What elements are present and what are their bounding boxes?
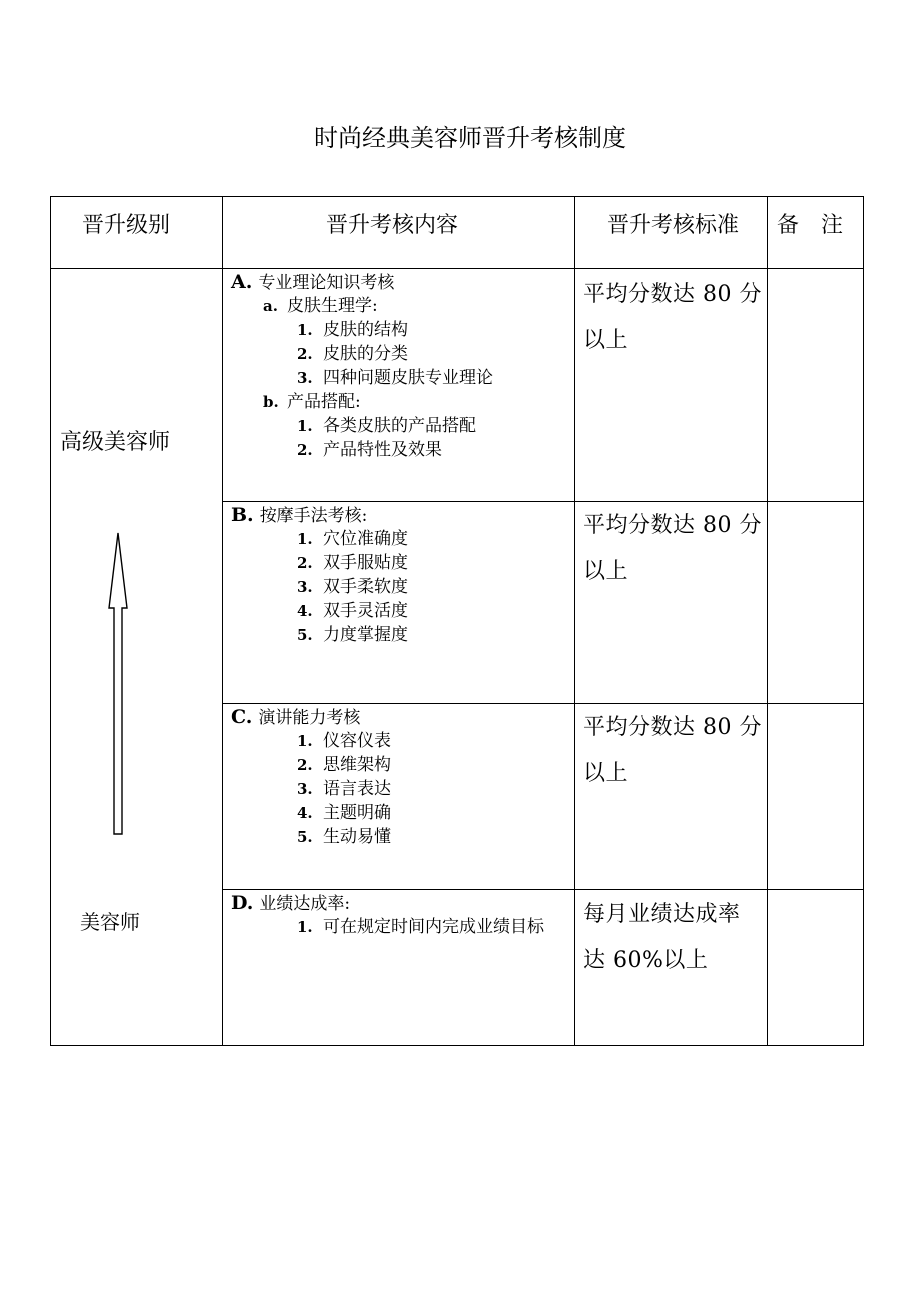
section-c-heading: C. 演讲能力考核 bbox=[231, 706, 361, 728]
list-item: 4. 双手灵活度 bbox=[297, 601, 408, 621]
header-content: 晋升考核内容 bbox=[326, 213, 459, 238]
standard-a: 平均分数达 80 分 以上 bbox=[583, 282, 762, 353]
group-heading: a. 皮肤生理学: bbox=[263, 296, 378, 316]
list-item: 2. 皮肤的分类 bbox=[297, 344, 408, 364]
list-item: 1. 穴位准确度 bbox=[297, 529, 408, 549]
standard-c: 平均分数达 80 分 以上 bbox=[583, 715, 762, 786]
group-heading: b. 产品搭配: bbox=[263, 392, 361, 412]
list-item: 3. 四种问题皮肤专业理论 bbox=[297, 368, 493, 388]
section-c bbox=[231, 705, 391, 849]
section-b-heading: B. 按摩手法考核: bbox=[231, 504, 368, 526]
list-item: 2. 思维架构 bbox=[297, 755, 391, 775]
document-title: 时尚经典美容师晋升考核制度 bbox=[314, 124, 626, 152]
list-item: 2. 产品特性及效果 bbox=[297, 440, 442, 460]
section-a bbox=[231, 270, 493, 462]
section-b bbox=[231, 503, 408, 647]
section-d bbox=[231, 891, 544, 939]
list-item: 3. 语言表达 bbox=[297, 779, 391, 799]
list-item: 1. 仪容仪表 bbox=[297, 731, 391, 751]
section-a-heading: A. 专业理论知识考核 bbox=[231, 271, 395, 293]
header-remarks: 备 注 bbox=[777, 213, 844, 238]
section-d-heading: D. 业绩达成率: bbox=[231, 892, 351, 914]
list-item: 1. 皮肤的结构 bbox=[297, 320, 408, 340]
level-senior: 高级美容师 bbox=[60, 430, 171, 455]
list-item: 5. 力度掌握度 bbox=[297, 625, 408, 645]
list-item: 3. 双手柔软度 bbox=[297, 577, 408, 597]
promotion-arrow-icon bbox=[106, 530, 130, 840]
list-item: 1. 各类皮肤的产品搭配 bbox=[297, 416, 476, 436]
level-junior: 美容师 bbox=[80, 910, 140, 934]
standard-b: 平均分数达 80 分 以上 bbox=[583, 513, 762, 584]
list-item: 5. 生动易懂 bbox=[297, 827, 391, 847]
header-level: 晋升级别 bbox=[82, 213, 171, 238]
list-item: 4. 主题明确 bbox=[297, 803, 391, 823]
standard-d: 每月业绩达成率 达 60%以上 bbox=[583, 902, 741, 973]
list-item: 2. 双手服贴度 bbox=[297, 553, 408, 573]
list-item: 1. 可在规定时间内完成业绩目标 bbox=[297, 917, 544, 937]
header-standard: 晋升考核标准 bbox=[607, 213, 740, 238]
